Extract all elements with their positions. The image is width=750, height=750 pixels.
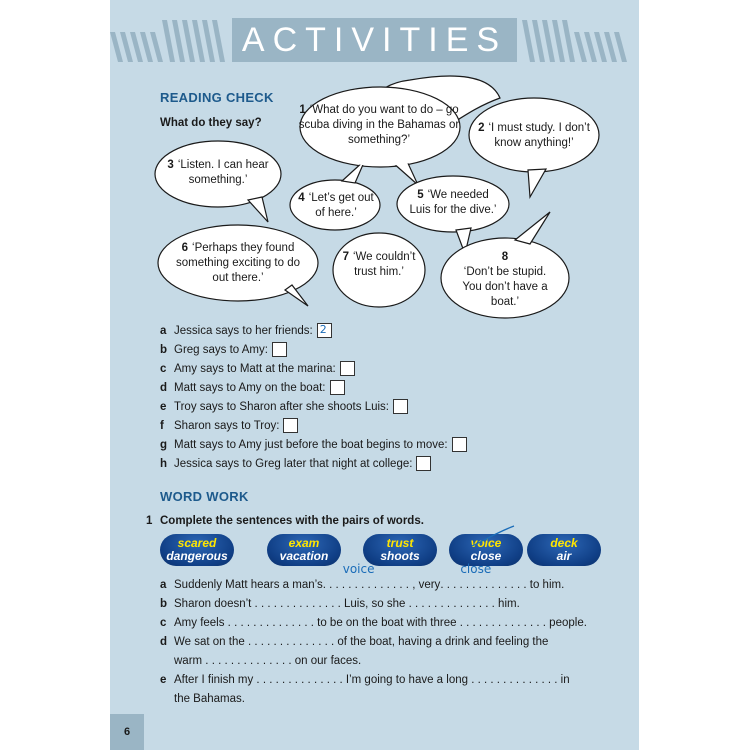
- answer-box-b[interactable]: [272, 342, 287, 357]
- match-item-d: d Matt says to Amy on the boat:: [160, 379, 345, 397]
- sentence-d: d We sat on the . . . . . . . . . . . . . . of the boat, having a drink and feeling the: [160, 636, 549, 648]
- page-number-tab: [110, 714, 144, 750]
- match-item-h: h Jessica says to Greg later that night at college:: [160, 455, 431, 473]
- answer-box-d[interactable]: [330, 380, 345, 395]
- match-item-f: f Sharon says to Troy:: [160, 417, 298, 435]
- word-pair-1: scared dangerous: [160, 534, 234, 566]
- match-item-e: e Troy says to Sharon after she shoots Luis:: [160, 398, 408, 416]
- answer-box-c[interactable]: [340, 361, 355, 376]
- word-pair-4: voice close: [449, 534, 523, 566]
- bubble-7-text: 7 ‘We couldn’t trust him.’: [342, 251, 416, 278]
- match-item-a: a Jessica says to her friends: 2: [160, 322, 332, 340]
- reading-check-heading: READING CHECK: [160, 90, 274, 105]
- sentence-e: e After I finish my . . . . . . . . . . . . . . I’m going to have a long . . . . . . . . . . . . . . in: [160, 674, 570, 686]
- bubble-1-text: 1 ‘What do you want to do – go scuba diving in the Bahamas or something?’: [298, 104, 460, 146]
- exercise-1-instruction: 1 Complete the sentences with the pairs of words.: [146, 515, 424, 527]
- handwritten-answer-close: close: [460, 562, 492, 576]
- bubble-6-text: 6 ‘Perhaps they found something exciting to do out there.’: [175, 242, 301, 284]
- word-pair-5: deck air: [527, 534, 601, 566]
- bubble-5-text: 5 ‘We needed Luis for the dive.’: [409, 189, 497, 216]
- strike-mark: [470, 524, 520, 548]
- reading-check-question: What do they say?: [160, 117, 262, 129]
- word-work-heading: WORD WORK: [160, 489, 249, 504]
- word-pair-3: trust shoots: [363, 534, 437, 566]
- match-item-b: b Greg says to Amy:: [160, 341, 287, 359]
- answer-box-a[interactable]: 2: [317, 323, 332, 338]
- answer-box-f[interactable]: [283, 418, 298, 433]
- page-number: 6: [123, 726, 131, 738]
- bubble-2-text: 2 ‘I must study. I don’t know anything!’: [478, 122, 590, 149]
- sentence-d-line2: warm . . . . . . . . . . . . . . on our faces.: [174, 655, 362, 667]
- sentence-b: b Sharon doesn’t . . . . . . . . . . . . . . Luis, so she . . . . . . . . . . . . . . him.: [160, 598, 520, 610]
- answer-box-e[interactable]: [393, 399, 408, 414]
- activity-page: [110, 0, 639, 750]
- answer-box-h[interactable]: [416, 456, 431, 471]
- handwritten-answer-voice: voice: [342, 562, 375, 576]
- sentence-a: a Suddenly Matt hears a man’s voice . . . . . . . . . . . . . . , very close . . . . . . . . . . . . . . to him.: [160, 562, 565, 591]
- sentence-e-line2: the Bahamas.: [174, 693, 245, 705]
- answer-box-g[interactable]: [452, 437, 467, 452]
- word-pair-2: exam vacation: [267, 534, 341, 566]
- page-title: ACTIVITIES: [232, 18, 517, 62]
- sentence-c: c Amy feels . . . . . . . . . . . . . . to be on the boat with three . . . . . . . . . . . . . . people.: [160, 617, 587, 629]
- bubble-3-text: 3 ‘Listen. I can hear something.’: [167, 159, 269, 186]
- match-item-c: c Amy says to Matt at the marina:: [160, 360, 355, 378]
- match-item-g: g Matt says to Amy just before the boat begins to move:: [160, 436, 467, 454]
- bubble-4-text: 4 ‘Let’s get out of here.’: [298, 192, 374, 219]
- bubble-8-text: 8 ‘Don’t be stupid. You don’t have a boat.’: [462, 251, 548, 308]
